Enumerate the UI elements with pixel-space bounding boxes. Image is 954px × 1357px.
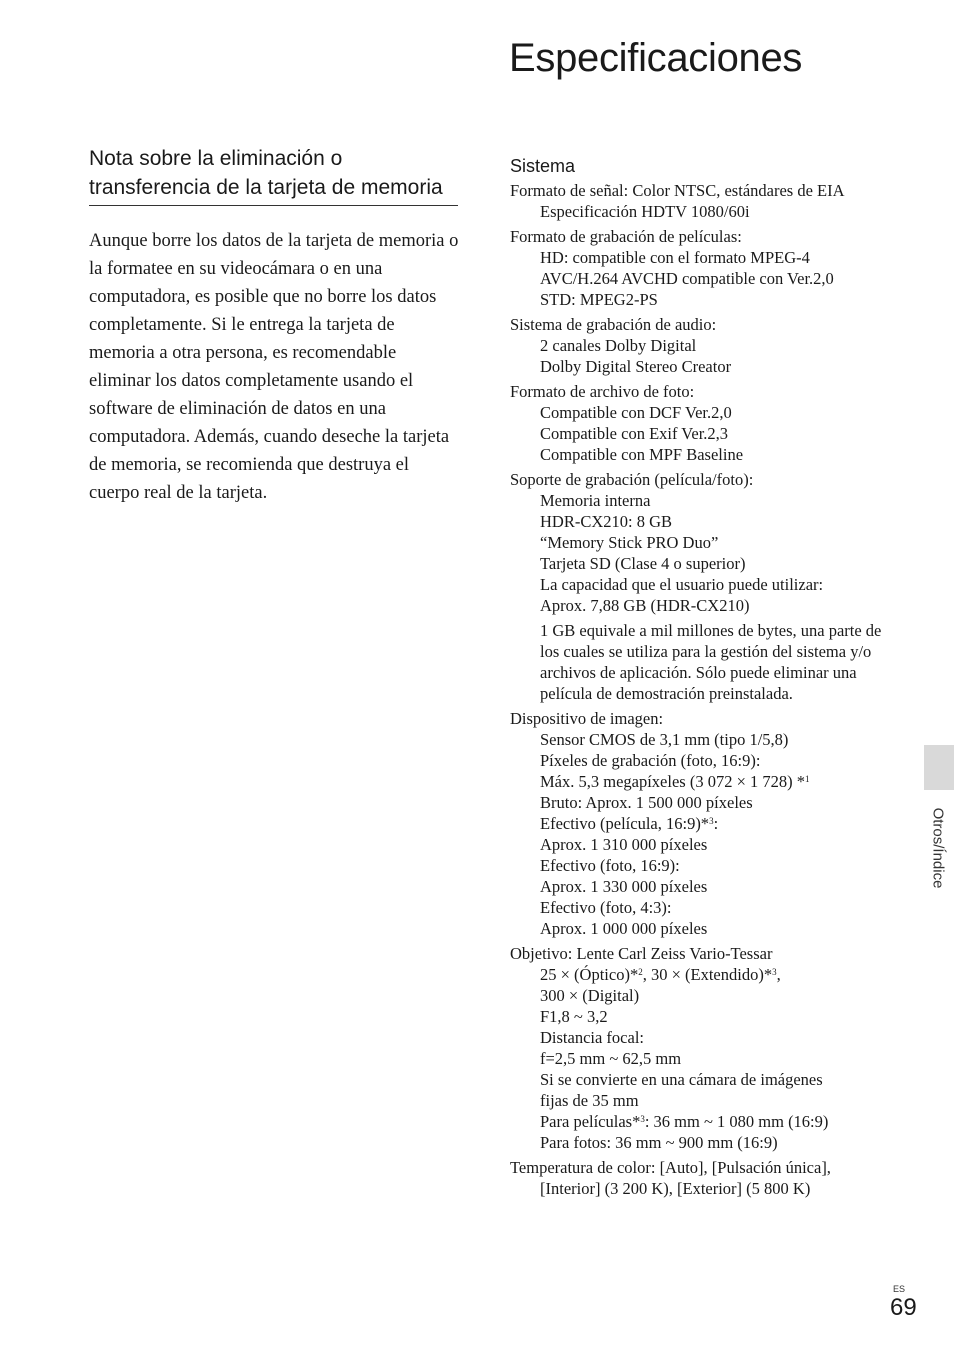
spec-value xyxy=(510,1111,890,1132)
spec-value: Compatible con Exif Ver.2,3 xyxy=(540,424,729,443)
page-number: 69 xyxy=(890,1294,917,1321)
spec-photo-file-format xyxy=(510,381,890,465)
footnote-mark: 3 xyxy=(640,1114,645,1124)
spec-value: Aprox. 1 310 000 píxeles xyxy=(540,835,708,854)
spec-value: Para fotos: 36 mm ~ 900 mm (16:9) xyxy=(540,1133,778,1152)
spec-value: Aprox. 7,88 GB (HDR-CX210) xyxy=(540,596,750,615)
spec-text: : 36 mm ~ 1 080 mm (16:9) xyxy=(644,1112,829,1131)
spec-value: 300 × (Digital) xyxy=(540,986,640,1005)
spec-label: Soporte de grabación (película/foto): xyxy=(510,470,754,489)
footnote-mark: 2 xyxy=(638,967,643,977)
spec-value: Efectivo (foto, 16:9): xyxy=(540,856,680,875)
spec-value: Aprox. 1 000 000 píxeles xyxy=(540,919,708,938)
spec-image-device xyxy=(510,708,890,939)
spec-value: Compatible con MPF Baseline xyxy=(540,445,744,464)
spec-value: F1,8 ~ 3,2 xyxy=(540,1007,608,1026)
spec-value: f=2,5 mm ~ 62,5 mm xyxy=(540,1049,682,1068)
spec-value: Sensor CMOS de 3,1 mm (tipo 1/5,8) xyxy=(540,730,789,749)
spec-value: HD: compatible con el formato MPEG-4 xyxy=(540,248,810,267)
spec-value: La capacidad que el usuario puede utilizar: xyxy=(540,575,824,594)
spec-lens xyxy=(510,943,890,1153)
spec-label: Objetivo: Lente Carl Zeiss Vario-Tessar xyxy=(510,944,773,963)
spec-audio-recording-system xyxy=(510,314,890,377)
section-tab-label: Otros/Índice xyxy=(929,807,947,889)
spec-value: Efectivo (foto, 4:3): xyxy=(540,898,672,917)
spec-text: : xyxy=(713,814,719,833)
spec-label: Formato de señal: Color NTSC, estándares de EIA xyxy=(510,181,845,200)
spec-value xyxy=(510,813,890,834)
spec-value: Especificación HDTV 1080/60i xyxy=(540,202,750,221)
spec-text: , 30 × (Extendido)* xyxy=(642,965,773,984)
spec-label: Dispositivo de imagen: xyxy=(510,709,664,728)
spec-value: Tarjeta SD (Clase 4 o superior) xyxy=(540,554,746,573)
note-section xyxy=(89,144,458,507)
spec-value: Bruto: Aprox. 1 500 000 píxeles xyxy=(540,793,753,812)
footnote-mark: 1 xyxy=(805,774,810,784)
spec-value xyxy=(510,771,890,792)
spec-label: Formato de archivo de foto: xyxy=(510,382,695,401)
spec-value: Distancia focal: xyxy=(540,1028,644,1047)
spec-text: 25 × (Óptico)* xyxy=(540,965,639,984)
footnote-mark: 3 xyxy=(709,816,714,826)
spec-value: 2 canales Dolby Digital xyxy=(540,336,697,355)
section-tab-marker xyxy=(924,745,954,790)
note-body: Aunque borre los datos de la tarjeta de memoria o la formatee en su videocámara o en una computadora, es posible que no borre los datos completamente. Si le entrega la tarjeta de memoria a otra persona, es recomendable eliminar los datos completamente usando el software de eliminación de datos en una computadora. Además, cuando deseche la tarjeta de memoria, se recomienda que destruya el cuerpo real de la tarjeta. xyxy=(89,231,459,503)
spec-value: Memoria interna xyxy=(540,491,651,510)
spec-value: Si se convierte en una cámara de imágenes xyxy=(540,1070,823,1089)
spec-note: 1 GB equivale a mil millones de bytes, una parte de los cuales se utiliza para la gestión del sistema y/o archivos de aplicación. Sólo puede eliminar una película de demostración preinstalada. xyxy=(540,621,882,703)
spec-label: Temperatura de color: [Auto], [Pulsación única], xyxy=(510,1158,831,1177)
spec-value: AVC/H.264 AVCHD compatible con Ver.2,0 xyxy=(540,269,834,288)
spec-value xyxy=(510,964,890,985)
section-heading-sistema: Sistema xyxy=(510,156,576,176)
spec-value: “Memory Stick PRO Duo” xyxy=(540,533,719,552)
footnote-mark: 3 xyxy=(772,967,777,977)
specifications-section xyxy=(510,154,890,1203)
spec-value: HDR-CX210: 8 GB xyxy=(540,512,673,531)
language-code: ES xyxy=(893,1284,906,1294)
spec-value: fijas de 35 mm xyxy=(540,1091,639,1110)
spec-color-temperature xyxy=(510,1157,890,1199)
page-title: Especificaciones xyxy=(509,36,803,80)
note-heading: Nota sobre la eliminación o transferencia de la tarjeta de memoria xyxy=(89,144,458,206)
spec-text: Máx. 5,3 megapíxeles (3 072 × 1 728) * xyxy=(540,772,806,791)
spec-text: , xyxy=(776,965,781,984)
spec-signal-format xyxy=(510,180,890,222)
spec-value: Dolby Digital Stereo Creator xyxy=(540,357,732,376)
spec-value: STD: MPEG2-PS xyxy=(540,290,658,309)
spec-value: [Interior] (3 200 K), [Exterior] (5 800 K) xyxy=(540,1179,811,1198)
spec-value: Compatible con DCF Ver.2,0 xyxy=(540,403,732,422)
spec-text: Para películas* xyxy=(540,1112,641,1131)
spec-text: Efectivo (película, 16:9)* xyxy=(540,814,710,833)
spec-label: Sistema de grabación de audio: xyxy=(510,315,717,334)
spec-label: Formato de grabación de películas: xyxy=(510,227,742,246)
spec-value: Aprox. 1 330 000 píxeles xyxy=(540,877,708,896)
spec-value: Píxeles de grabación (foto, 16:9): xyxy=(540,751,761,770)
spec-recording-media xyxy=(510,469,890,704)
spec-movie-recording-format xyxy=(510,226,890,310)
